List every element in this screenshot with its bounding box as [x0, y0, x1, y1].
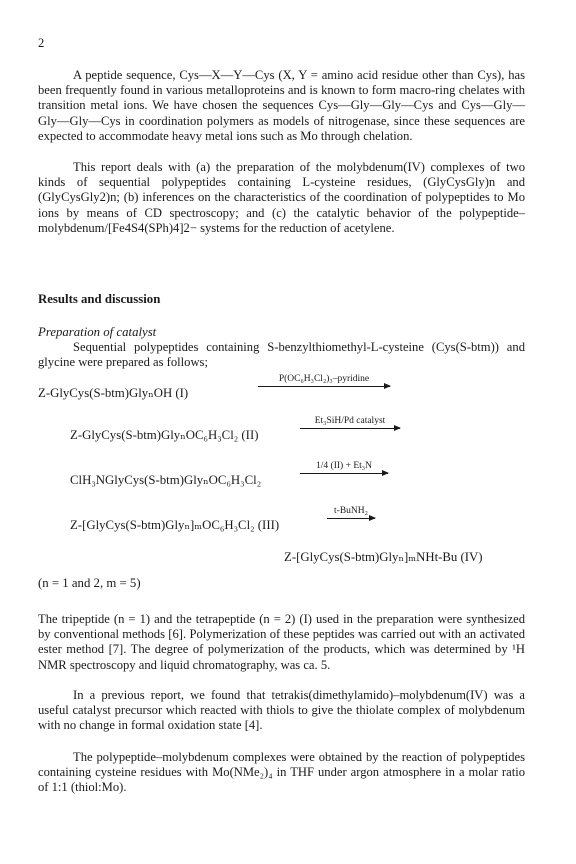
results-paragraph-1 [38, 612, 525, 673]
scheme-arrow-1 [258, 374, 390, 387]
arrow-right-icon [300, 473, 388, 474]
prep-paragraph [38, 340, 525, 370]
arrow-right-icon [258, 386, 390, 387]
results-paragraph-2 [38, 688, 525, 734]
scheme-step1-reactant: Z-GlyCys(S-btm)GlyₙOH (I) [38, 386, 189, 400]
section-heading: Results and discussion [38, 292, 161, 306]
page-number: 2 [38, 36, 45, 50]
scheme-arrow-3 [300, 461, 388, 474]
intro-text-2: This report deals with (a) the preparation of the molybdenum(IV) complexes of two kinds of sequential polypeptides containing L-cysteine residues, (GlyCysGly)n and (GlyCysGly2)n; (b) inferences on the characteristics of the coordination of polypeptides to Mo ions by means of CD spectroscopy; and (c) the catalytic behavior of the polypeptide–molybdenum/[Fe4S4(SPh)4]2− systems for the reduction of acetylene. [38, 160, 525, 235]
scheme-step2-reactant: Z-GlyCys(S-btm)GlyₙOC₆H₃Cl₂ (II) [70, 428, 259, 442]
scheme-arrow-1-label: P(OC₆H₃Cl₂)₃–pyridine [278, 374, 370, 384]
intro-paragraph-1 [38, 68, 525, 144]
intro-text-1: A peptide sequence, Cys—X—Y—Cys (X, Y = amino acid residue other than Cys), has been frequently found in various metalloproteins and is known to form macro-ring chelates with transition metal ions. We have chosen the sequences Cys—Gly—Gly—Cys and Cys—Gly—Gly—Gly—Cys in coordination polymers as models of nitrogenase, since these sequences are expected to accommodate heavy metal ions such as Mo through chelation. [38, 68, 525, 143]
scheme-arrow-2 [300, 416, 400, 429]
scheme-step4-reactant: Z-[GlyCys(S-btm)Glyₙ]ₘOC₆H₃Cl₂ (III) [70, 518, 280, 532]
scheme-arrow-2-label: Et₃SiH/Pd catalyst [314, 416, 386, 426]
results-paragraph-3 [38, 750, 525, 796]
prep-text: Sequential polypeptides containing S-benzylthiomethyl-L-cysteine (Cys(S-btm)) and glycine were prepared as follows; [38, 340, 525, 370]
arrow-right-icon [327, 518, 375, 519]
scheme-condition: (n = 1 and 2, m = 5) [38, 576, 141, 590]
results-text-1: The tripeptide (n = 1) and the tetrapeptide (n = 2) (I) used in the preparation were synthesized by conventional methods [6]. Polymerization of these peptides was carried out with an activated ester method [7]. The degree of polymerization of the products, which was determined by ¹H NMR spectroscopy and liquid chromatography, was ca. 5. [38, 612, 525, 672]
arrow-right-icon [300, 428, 400, 429]
intro-paragraph-2 [38, 160, 525, 236]
scheme-product: Z-[GlyCys(S-btm)Glyₙ]ₘNHt-Bu (IV) [284, 550, 483, 564]
results-text-2: In a previous report, we found that tetrakis(dimethylamido)–molybdenum(IV) was a useful catalyst precursor which reacted with thiols to give the thiolate complex of molybdenum with no change in formal oxidation state [4]. [38, 688, 525, 733]
scheme-step3-reactant: ClH₃NGlyCys(S-btm)GlyₙOC₆H₃Cl₂ [70, 473, 262, 487]
results-text-3: The polypeptide–molybdenum complexes were obtained by the reaction of polypeptides containing cysteine residues with Mo(NMe₂)₄ in THF under argon atmosphere in a molar ratio of 1:1 (thiol:Mo). [38, 750, 525, 795]
scheme-arrow-4-label: t-BuNH₂ [334, 506, 368, 516]
scheme-arrow-3-label: 1/4 (II) + Et₃N [316, 461, 372, 471]
subsection-heading: Preparation of catalyst [38, 325, 157, 339]
scheme-arrow-4 [327, 506, 375, 519]
